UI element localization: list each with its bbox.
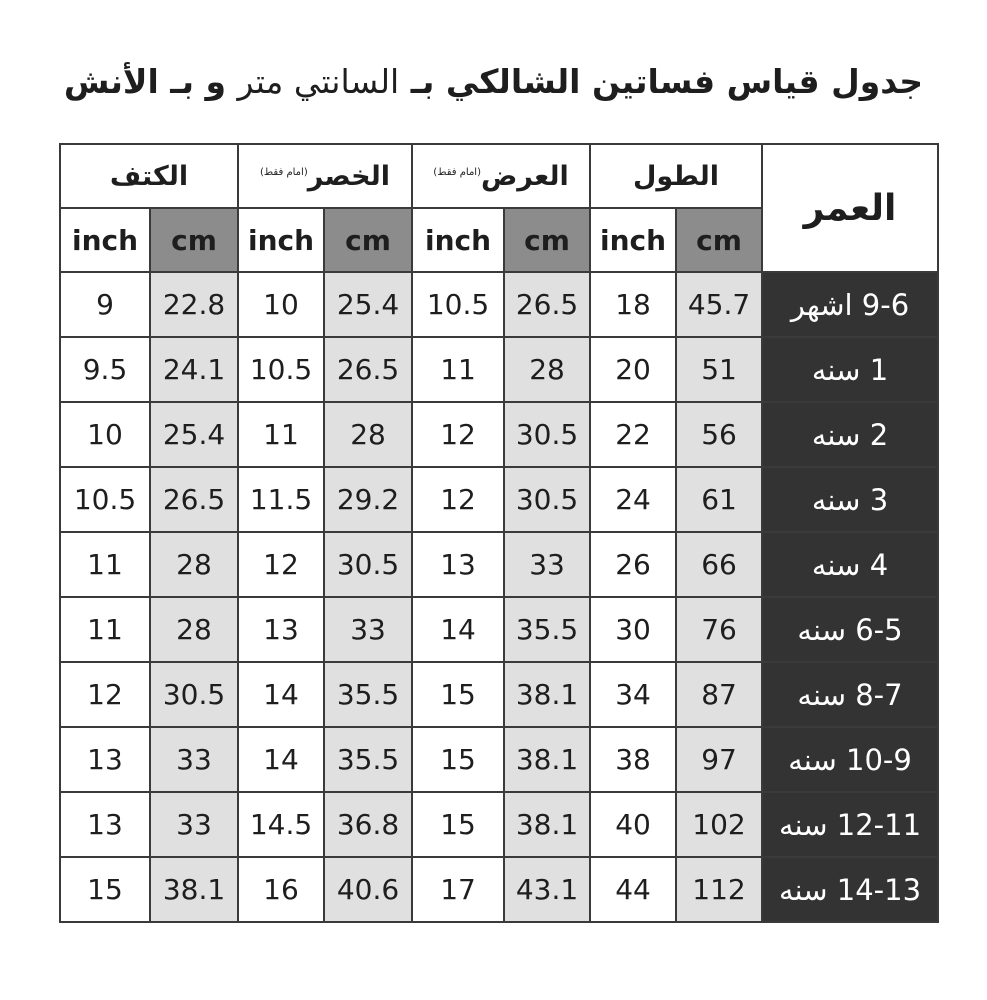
cell-shoulder-cm: 25.4 xyxy=(150,402,238,467)
cell-age: 2 سنه xyxy=(762,402,938,467)
unit-cm: cm xyxy=(504,208,590,272)
cell-width-in: 17 xyxy=(412,857,504,922)
cell-shoulder-in: 15 xyxy=(60,857,150,922)
cell-width-in: 15 xyxy=(412,662,504,727)
header-length: الطول xyxy=(590,144,762,208)
cell-length-in: 30 xyxy=(590,597,676,662)
cell-width-in: 13 xyxy=(412,532,504,597)
cell-length-cm: 76 xyxy=(676,597,762,662)
unit-cm: cm xyxy=(676,208,762,272)
header-waist: الخصر$^{(امام فقط)}$ xyxy=(238,144,412,208)
cell-shoulder-cm: 33 xyxy=(150,792,238,857)
cell-length-cm: 87 xyxy=(676,662,762,727)
cell-length-cm: 61 xyxy=(676,467,762,532)
cell-width-cm: 30.5 xyxy=(504,467,590,532)
cell-width-cm: 43.1 xyxy=(504,857,590,922)
table-row xyxy=(60,337,938,402)
cell-waist-in: 16 xyxy=(238,857,324,922)
cell-width-cm: 38.1 xyxy=(504,792,590,857)
cell-width-cm: 38.1 xyxy=(504,727,590,792)
cell-length-in: 34 xyxy=(590,662,676,727)
cell-width-cm: 35.5 xyxy=(504,597,590,662)
cell-waist-in: 10.5 xyxy=(238,337,324,402)
cell-age: 9-6 اشهر xyxy=(762,272,938,337)
cell-age: 8-7 سنه xyxy=(762,662,938,727)
title-part-1: جدول قياس فساتين الشالكي بـ xyxy=(410,62,924,101)
table-row xyxy=(60,532,938,597)
cell-waist-cm: 28 xyxy=(324,402,412,467)
header-width: العرض$^{(امام فقط)}$ xyxy=(412,144,590,208)
cell-width-in: 14 xyxy=(412,597,504,662)
title-part-3: و بـ الأنش xyxy=(63,62,226,101)
table-row xyxy=(60,727,938,792)
cell-length-cm: 102 xyxy=(676,792,762,857)
cell-shoulder-in: 11 xyxy=(60,532,150,597)
cell-shoulder-cm: 26.5 xyxy=(150,467,238,532)
cell-waist-cm: 33 xyxy=(324,597,412,662)
cell-waist-cm: 36.8 xyxy=(324,792,412,857)
cell-waist-cm: 35.5 xyxy=(324,662,412,727)
unit-inch: inch xyxy=(238,208,324,272)
cell-width-in: 11 xyxy=(412,337,504,402)
cell-waist-cm: 29.2 xyxy=(324,467,412,532)
cell-length-in: 20 xyxy=(590,337,676,402)
cell-waist-in: 14 xyxy=(238,727,324,792)
cell-length-in: 24 xyxy=(590,467,676,532)
cell-width-cm: 33 xyxy=(504,532,590,597)
cell-width-in: 15 xyxy=(412,792,504,857)
cell-length-cm: 51 xyxy=(676,337,762,402)
cell-age: 6-5 سنه xyxy=(762,597,938,662)
cell-length-in: 38 xyxy=(590,727,676,792)
cell-age: 1 سنه xyxy=(762,337,938,402)
cell-age: 4 سنه xyxy=(762,532,938,597)
cell-width-in: 12 xyxy=(412,402,504,467)
cell-waist-in: 11 xyxy=(238,402,324,467)
cell-waist-in: 11.5 xyxy=(238,467,324,532)
cell-waist-in: 14 xyxy=(238,662,324,727)
cell-waist-in: 12 xyxy=(238,532,324,597)
cell-waist-in: 13 xyxy=(238,597,324,662)
cell-waist-cm: 25.4 xyxy=(324,272,412,337)
cell-age: 3 سنه xyxy=(762,467,938,532)
cell-length-cm: 97 xyxy=(676,727,762,792)
cell-shoulder-cm: 22.8 xyxy=(150,272,238,337)
cell-age: 14-13 سنه xyxy=(762,857,938,922)
cell-waist-cm: 30.5 xyxy=(324,532,412,597)
cell-waist-cm: 35.5 xyxy=(324,727,412,792)
cell-waist-in: 14.5 xyxy=(238,792,324,857)
cell-length-in: 18 xyxy=(590,272,676,337)
header-age: العمر xyxy=(762,144,938,272)
title-part-2: السانتي متر xyxy=(237,62,400,101)
cell-shoulder-cm: 24.1 xyxy=(150,337,238,402)
table-row xyxy=(60,792,938,857)
page-title xyxy=(0,62,987,101)
cell-age: 12-11 سنه xyxy=(762,792,938,857)
unit-inch: inch xyxy=(590,208,676,272)
cell-length-cm: 56 xyxy=(676,402,762,467)
cell-length-cm: 112 xyxy=(676,857,762,922)
cell-shoulder-in: 13 xyxy=(60,792,150,857)
cell-waist-cm: 40.6 xyxy=(324,857,412,922)
table-row xyxy=(60,272,938,337)
table-row xyxy=(60,662,938,727)
cell-shoulder-in: 9.5 xyxy=(60,337,150,402)
table-row xyxy=(60,857,938,922)
cell-shoulder-in: 10.5 xyxy=(60,467,150,532)
cell-shoulder-in: 9 xyxy=(60,272,150,337)
unit-inch: inch xyxy=(412,208,504,272)
unit-cm: cm xyxy=(324,208,412,272)
header-row-groups xyxy=(60,144,938,208)
cell-shoulder-cm: 38.1 xyxy=(150,857,238,922)
cell-width-in: 10.5 xyxy=(412,272,504,337)
cell-length-in: 44 xyxy=(590,857,676,922)
cell-width-in: 15 xyxy=(412,727,504,792)
cell-length-in: 40 xyxy=(590,792,676,857)
cell-waist-in: 10 xyxy=(238,272,324,337)
cell-waist-cm: 26.5 xyxy=(324,337,412,402)
cell-length-cm: 45.7 xyxy=(676,272,762,337)
cell-shoulder-in: 10 xyxy=(60,402,150,467)
table-row xyxy=(60,402,938,467)
cell-age: 10-9 سنه xyxy=(762,727,938,792)
cell-width-in: 12 xyxy=(412,467,504,532)
unit-inch: inch xyxy=(60,208,150,272)
cell-length-in: 22 xyxy=(590,402,676,467)
size-chart-table xyxy=(59,143,939,923)
table-row xyxy=(60,467,938,532)
cell-length-in: 26 xyxy=(590,532,676,597)
cell-shoulder-cm: 28 xyxy=(150,597,238,662)
cell-width-cm: 38.1 xyxy=(504,662,590,727)
cell-shoulder-cm: 28 xyxy=(150,532,238,597)
cell-width-cm: 28 xyxy=(504,337,590,402)
cell-width-cm: 30.5 xyxy=(504,402,590,467)
cell-shoulder-cm: 30.5 xyxy=(150,662,238,727)
cell-shoulder-in: 13 xyxy=(60,727,150,792)
cell-shoulder-cm: 33 xyxy=(150,727,238,792)
cell-width-cm: 26.5 xyxy=(504,272,590,337)
unit-cm: cm xyxy=(150,208,238,272)
header-shoulder: الكتف xyxy=(60,144,238,208)
table-row xyxy=(60,597,938,662)
cell-shoulder-in: 11 xyxy=(60,597,150,662)
cell-shoulder-in: 12 xyxy=(60,662,150,727)
cell-length-cm: 66 xyxy=(676,532,762,597)
